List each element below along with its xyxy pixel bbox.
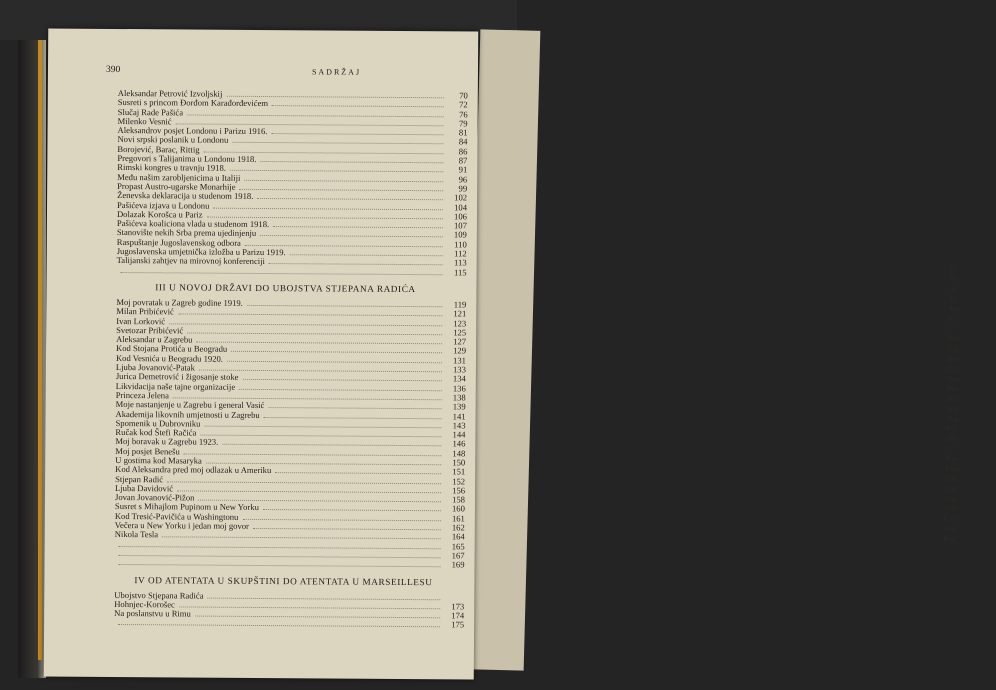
toc-entry: [102, 618, 464, 630]
toc-entry-page: 161: [451, 513, 465, 524]
adjacent-page-fragment: Pl: [950, 264, 957, 273]
adjacent-page-fragment: Pu: [949, 274, 958, 283]
adjacent-page-fragment: Zag: [948, 344, 960, 353]
toc-entry-title: Večera u New Yorku i jedan moj govor: [114, 520, 249, 531]
toc-entry-page: 164: [451, 531, 465, 542]
dot-leader: [184, 453, 442, 456]
toc-entry-title: Milenko Vesnić: [117, 115, 172, 127]
dot-leader: [196, 342, 442, 345]
toc-entry-page: 106: [454, 211, 468, 222]
toc-entry-title: Jovan Jovanović-Pižon: [114, 492, 195, 503]
toc-entry-title: Kod Vesnića u Beogradu 1920.: [115, 352, 224, 364]
adjacent-page-fragment: V: [945, 444, 951, 453]
toc-entry-title: Moj povratak u Zagreb godine 1919.: [116, 296, 243, 308]
adjacent-page-fragment: Mo: [949, 304, 960, 313]
book-page: [44, 29, 479, 680]
toc-entry-title: Stjepan Radić: [115, 473, 164, 484]
toc-entry-page: 91: [458, 164, 468, 175]
toc-entry-page: 152: [452, 475, 466, 487]
toc-entry: [105, 266, 467, 278]
toc-entry-page: 148: [452, 448, 466, 459]
dot-leader: [179, 606, 440, 609]
dot-leader: [208, 597, 441, 600]
dot-leader: [204, 425, 441, 428]
toc-entry-page: 165: [451, 540, 465, 552]
dot-leader: [121, 272, 443, 275]
toc-entry-page: 125: [453, 327, 467, 338]
dot-leader: [195, 616, 440, 619]
toc-entry-page: 129: [453, 345, 467, 356]
toc-entry-page: 115: [453, 266, 467, 278]
section-heading: IV OD ATENTATA U SKUPŠTINI DO ATENTATA U MARSEILLESU: [134, 574, 433, 587]
toc-entry-page: 107: [453, 220, 467, 231]
adjacent-page-fragment: Por: [945, 424, 956, 433]
adjacent-page-fragment: Kod: [943, 504, 957, 513]
dot-leader: [263, 509, 441, 511]
toc-entry-title: Pašićeva koaliciona vlada u studenom 1918.: [116, 218, 270, 230]
running-head-title: SADRŽAJ: [311, 67, 362, 77]
adjacent-page-fragment: Bos: [947, 384, 959, 393]
toc-entry-title: Stanovište nekih Srba prema ujedinjenju: [116, 227, 257, 239]
dot-leader: [240, 189, 444, 191]
adjacent-page-fragment: Kr: [949, 284, 958, 293]
dot-leader: [253, 528, 441, 530]
toc-entry-page: 72: [459, 99, 468, 110]
dot-leader: [271, 133, 443, 135]
dot-leader: [187, 114, 444, 117]
toc-entry-page: 131: [453, 355, 466, 366]
dot-leader: [242, 379, 441, 381]
dot-leader: [178, 314, 442, 317]
toc-entry-page: 113: [454, 257, 467, 268]
dot-leader: [169, 323, 442, 326]
toc-entry-page: 173: [451, 601, 465, 612]
toc-entry-title: Spomenik u Dubrovniku: [115, 417, 201, 429]
toc-entry-page: 110: [454, 239, 467, 250]
dot-leader: [269, 263, 443, 265]
dot-leader: [230, 170, 443, 172]
toc-entry-title: Kod Tresić-Pavičića u Washingtonu: [114, 510, 239, 522]
dot-leader: [118, 624, 440, 627]
dot-leader: [232, 142, 443, 144]
toc-entry-page: 175: [451, 619, 465, 630]
dot-leader: [119, 564, 441, 567]
dot-leader: [275, 472, 441, 474]
dot-leader: [187, 332, 442, 335]
toc-entry-title: Nikola Tesla: [114, 529, 159, 540]
toc-entry-page: 133: [452, 364, 466, 375]
adjacent-page-fragment: Odj: [945, 434, 957, 443]
dot-leader: [200, 435, 441, 438]
toc-entry-page: 112: [454, 248, 467, 259]
toc-entry-page: 86: [458, 146, 468, 157]
adjacent-page-fragment: Mač: [946, 414, 959, 423]
toc-entry-page: 162: [451, 522, 465, 533]
dot-leader: [231, 351, 442, 353]
toc-entry-title: Akademija likovnih umjetnosti u Zagrebu: [115, 408, 260, 420]
toc-entry-page: 150: [452, 457, 466, 468]
toc-entry-title: Aleksandar Petrović Izvoljskij: [117, 87, 223, 99]
toc-entry-page: 70: [459, 90, 468, 101]
table-of-contents: [102, 89, 468, 630]
adjacent-page-fragment: Moj: [943, 524, 956, 533]
adjacent-page-fragment: Kne: [947, 374, 960, 383]
toc-entry-title: Ljuba Jovanović-Patak: [115, 362, 195, 373]
adjacent-page-fragment: Tr: [949, 294, 956, 303]
toc-entry-title: Susret s Mihajlom Pupinom u New Yorku: [114, 501, 259, 513]
toc-entry-page: 169: [451, 559, 465, 570]
toc-entry-page: 81: [458, 127, 468, 138]
adjacent-page-fragment: Kne: [947, 354, 960, 363]
toc-entry-page: 141: [452, 410, 466, 421]
toc-entry-title: Na poslanstvu u Rimu: [114, 608, 191, 619]
toc-entry-page: 136: [452, 382, 466, 394]
adjacent-page-fragment: Dva: [947, 364, 960, 373]
toc-entry-title: Borojević, Barac, Rittig: [117, 143, 200, 155]
toc-entry-page: 109: [453, 229, 467, 240]
adjacent-page-fragment: Rapp: [944, 464, 960, 474]
toc-entry-title: Propast Austro-ugarske Monarhije: [117, 180, 236, 192]
adjacent-page-fragment: Brij: [948, 334, 960, 343]
adjacent-page-fragment: Kr: [948, 314, 957, 323]
toc-entry-page: 134: [452, 373, 466, 384]
toc-entry-page: 143: [452, 420, 466, 431]
toc-entry-title: Pašićeva izjava u Londonu: [117, 199, 210, 211]
dot-leader: [227, 360, 442, 363]
toc-entry-title: Ženevska deklaracija u studenom 1918.: [117, 190, 254, 202]
spine-stripe: [38, 40, 42, 660]
toc-entry-title: Slučaj Rade Pašića: [117, 106, 184, 118]
toc-entry-page: 151: [452, 466, 466, 477]
toc-entry-page: 174: [451, 610, 465, 621]
toc-entry-page: 138: [452, 392, 466, 403]
dot-leader: [268, 407, 441, 409]
toc-entry-page: 102: [454, 192, 468, 203]
toc-entry-page: 167: [451, 550, 465, 561]
adjacent-page-fragment: Posj: [944, 484, 957, 493]
adjacent-page-fragment: U: [948, 324, 954, 333]
toc-entry-title: Ručak kod Štefi Račića: [115, 427, 197, 438]
toc-entry-title: Dolazak Korošca u Pariz: [116, 208, 203, 220]
toc-entry-title: Novi srpski poslanik u Londonu: [117, 134, 229, 146]
toc-entry-page: 84: [458, 136, 468, 147]
toc-entry-page: 104: [454, 201, 468, 212]
dot-leader: [260, 235, 443, 237]
dot-leader: [290, 254, 443, 256]
toc-entry-page: 121: [453, 308, 467, 319]
toc-entry-page: 99: [458, 183, 468, 194]
dot-leader: [242, 519, 440, 521]
adjacent-page-text: [943, 264, 990, 545]
toc-entry-title: Moj posjet Benešu: [115, 445, 180, 457]
toc-entry-title: Jurica Demetrović i žigosanje stoke: [115, 371, 239, 383]
toc-entry-page: 123: [453, 317, 467, 328]
dot-leader: [260, 161, 443, 163]
adjacent-page-fragment: Prev: [945, 454, 959, 463]
toc-entry-title: Moje nastanjenje u Zagrebu i general Vasić: [115, 399, 265, 411]
toc-entry-page: 144: [452, 429, 466, 440]
dot-leader: [244, 180, 443, 182]
toc-entry-title: Susreti s princom Đorđom Karađorđevićem: [117, 97, 269, 109]
toc-entry-title: Raspuštanje Jugoslavenskog odbora: [116, 236, 241, 248]
toc-entry-title: Likvidacija naše tajne organizacije: [115, 380, 236, 392]
toc-entry-title: Princeza Jelena: [115, 389, 169, 401]
dot-leader: [222, 444, 441, 447]
toc-entry-page: 146: [452, 438, 466, 449]
adjacent-page-fragment: Kod: [943, 534, 956, 543]
toc-entry-title: Rimski kongres u travnju 1918.: [117, 162, 226, 174]
toc-entry-title: U gostima kod Masaryka: [115, 454, 202, 466]
toc-entry-title: Ljuba Davidović: [115, 482, 174, 494]
toc-entry-title: Jugoslavenska umjetnička izložba u Parizu 1919.: [116, 246, 286, 258]
dot-leader: [167, 481, 441, 484]
toc-entry-title: Moj boravak u Zagrebu 1923.: [115, 436, 219, 448]
adjacent-page-fragment: Kod: [944, 474, 957, 483]
adjacent-page-fragment: Sus: [946, 394, 958, 403]
toc-entry-title: Milan Pribićević: [116, 306, 174, 317]
dot-leader: [257, 198, 443, 200]
toc-entry-title: Aleksandar u Zagrebu: [116, 334, 193, 345]
toc-entry-title: Kod Aleksandra pred moj odlazak u Ameriku: [115, 464, 272, 476]
toc-entry-title: Kod Stojana Protića u Beogradu: [116, 343, 228, 355]
toc-entry-page: 158: [452, 494, 466, 505]
dot-leader: [213, 207, 443, 210]
toc-entry-title: Ivan Lorković: [116, 315, 166, 326]
toc-entry-page: 160: [451, 503, 465, 514]
toc-entry-title: Aleksandrov posjet Londonu i Parizu 1916.: [117, 125, 268, 137]
toc-entry: [103, 558, 465, 570]
running-head: [106, 65, 466, 82]
dot-leader: [273, 226, 443, 228]
toc-entry-title: Svetozar Pribićević: [116, 324, 184, 336]
dot-leader: [177, 490, 441, 493]
toc-entry-page: 156: [452, 485, 466, 496]
toc-entry-page: 79: [458, 118, 468, 129]
dot-leader: [264, 417, 442, 419]
dot-leader: [239, 388, 442, 390]
adjacent-page-fragment: Kom: [943, 514, 958, 523]
toc-entry-page: 119: [453, 299, 467, 310]
toc-entry-page: 127: [453, 336, 467, 347]
toc-entry-page: 87: [458, 155, 468, 166]
adjacent-page-fragment: Bog: [946, 404, 959, 413]
toc-entry-title: Hohnjec-Korošec: [114, 598, 175, 610]
page-number: 390: [105, 64, 121, 76]
toc-entry-page: 76: [459, 108, 468, 120]
toc-entry-page: 139: [452, 401, 466, 412]
toc-entry-title: Među našim zarobljenicima u Italiji: [117, 171, 241, 183]
toc-entry-title: Talijanski zahtjev na mirovnoj konferenciji: [116, 255, 265, 267]
dot-leader: [247, 305, 443, 307]
section-heading: III U NOVOJ DRŽAVI DO UBOJSTVA STJEPANA RADIĆA: [155, 282, 416, 295]
adjacent-page-fragment: Posj: [944, 494, 957, 503]
dot-leader: [272, 105, 444, 107]
dot-leader: [162, 537, 441, 540]
toc-entry-title: Pregovori s Talijanima u Londonu 1918.: [117, 153, 257, 165]
toc-entry-page: 96: [458, 174, 468, 185]
toc-entry-title: Ubojstvo Stjepana Radića: [114, 589, 204, 601]
